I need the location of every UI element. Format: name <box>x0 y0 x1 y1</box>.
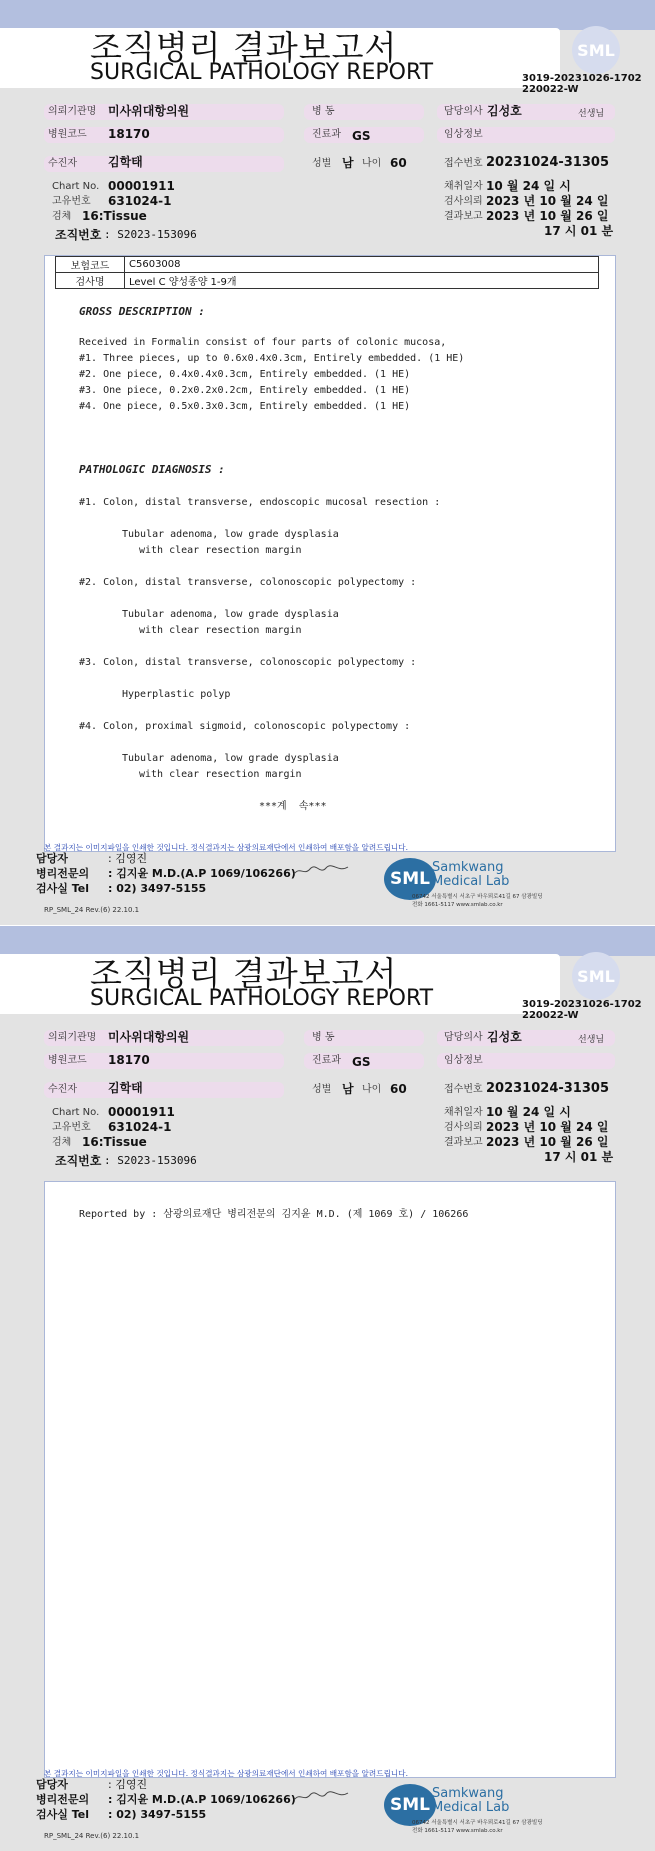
patient-label: 수진자 <box>48 1084 77 1095</box>
insurance-code-value: C5603008 <box>125 257 599 273</box>
age-label: 나이 <box>362 1084 382 1095</box>
chart-no-label: Chart No. <box>52 1107 100 1118</box>
lab-tel-value: : 02) 3497-5155 <box>108 882 207 895</box>
doctor-value: 김성호 <box>487 104 522 118</box>
sml-footer-logo: SML <box>384 1784 436 1826</box>
diagnosis-title: PATHOLOGIC DIAGNOSIS : <box>79 463 225 476</box>
pathologist-label: 병리전문의 <box>36 867 90 880</box>
manager-value: : 김영진 <box>108 852 148 865</box>
diagnosis-2-margin: with clear resection margin <box>139 625 302 636</box>
diagnosis-3: #3. Colon, distal transverse, colonoscopic polypectomy : <box>79 657 417 668</box>
brand-name-1: Samkwang <box>432 1786 504 1801</box>
ward-label: 병 동 <box>312 106 335 117</box>
doc-number-2: 220022-W <box>522 1010 579 1021</box>
collected-label: 채취일자 <box>444 181 483 192</box>
receipt-value: 20231024-31305 <box>486 1081 609 1096</box>
image-copy-note: 본 결과지는 이미지파일을 인쇄한 것입니다. 정식결과지는 삼광의료재단에서 인쇄하여 배포함을 알려드립니다. <box>44 1769 408 1778</box>
collected-value: 10 월 24 일 시 <box>486 1105 571 1119</box>
doctor-suffix: 선생님 <box>578 1035 605 1045</box>
header-band <box>0 926 655 956</box>
brand-name-1: Samkwang <box>432 860 504 875</box>
sex-value: 남 <box>342 1082 354 1096</box>
gross-title: GROSS DESCRIPTION : <box>79 305 205 318</box>
dept-value: GS <box>352 1055 371 1069</box>
lab-tel-label: 검사실 Tel <box>36 882 89 895</box>
doc-number-1: 3019-20231026-1702 <box>522 999 642 1010</box>
sml-logo-text: SML <box>577 967 615 986</box>
ward-label: 병 동 <box>312 1032 335 1043</box>
diagnosis-2-finding: Tubular adenoma, low grade dysplasia <box>122 609 339 620</box>
lab-tel-label: 검사실 Tel <box>36 1808 89 1821</box>
collected-label: 채취일자 <box>444 1107 483 1118</box>
diagnosis-1: #1. Colon, distal transverse, endoscopic mucosal resection : <box>79 497 441 508</box>
hospital-code-value: 18170 <box>108 127 150 141</box>
doctor-value: 김성호 <box>487 1030 522 1044</box>
tissue-no-value: : S2023-153096 <box>104 1154 197 1167</box>
test-name-value: Level C 양성종양 1-9개 <box>125 273 599 289</box>
doc-number-2: 220022-W <box>522 84 579 95</box>
reported-label: 결과보고 <box>444 211 483 222</box>
dept-label: 진료과 <box>312 1055 341 1066</box>
diagnosis-1-margin: with clear resection margin <box>139 545 302 556</box>
sml-logo <box>572 26 620 74</box>
reported-value: 2023 년 10 월 26 일 <box>486 1135 609 1149</box>
sex-label: 성별 <box>312 158 332 169</box>
brand-name-2: Medical Lab <box>432 874 510 889</box>
form-revision: RP_SML_24 Rev.(6) 22.10.1 <box>44 906 140 914</box>
reported-by: Reported by : 삼광의료재단 병리전문의 김지윤 M.D. (제 1069 호) / 106266 <box>79 1209 469 1220</box>
patient-label: 수진자 <box>48 158 77 169</box>
title-english: SURGICAL PATHOLOGY REPORT <box>90 986 434 1011</box>
signature-image <box>292 1790 352 1804</box>
insurance-code-label: 보험코드 <box>56 257 125 273</box>
dept-label: 진료과 <box>312 129 341 140</box>
patient-value: 김학태 <box>108 1081 143 1095</box>
unique-no-label: 고유번호 <box>52 196 91 207</box>
gross-line: #2. One piece, 0.4x0.4x0.3cm, Entirely embedded. (1 HE) <box>79 369 411 380</box>
brand-name-2: Medical Lab <box>432 1800 510 1815</box>
sex-label: 성별 <box>312 1084 332 1095</box>
title-korean: 조직병리 결과보고서 <box>90 28 398 67</box>
patient-bar <box>44 156 284 172</box>
chart-no-value: 00001911 <box>108 179 175 193</box>
chart-no-label: Chart No. <box>52 181 100 192</box>
image-copy-note: 본 결과지는 이미지파일을 인쇄한 것입니다. 정식결과지는 삼광의료재단에서 인쇄하여 배포함을 알려드립니다. <box>44 843 408 852</box>
institution-label: 의뢰기관명 <box>48 1032 97 1043</box>
specimen-value: 16:Tissue <box>82 209 147 223</box>
gross-line: #3. One piece, 0.2x0.2x0.2cm, Entirely embedded. (1 HE) <box>79 385 411 396</box>
continued-marker: ***계 속*** <box>259 801 327 812</box>
specimen-label: 검체 <box>52 1137 72 1148</box>
lab-address: 06742 서울특별시 서초구 바우뫼로41길 67 삼광빌딩 <box>412 894 543 900</box>
institution-value: 미사위대항의원 <box>108 104 190 118</box>
requested-value: 2023 년 10 월 24 일 <box>486 194 609 208</box>
specimen-value: 16:Tissue <box>82 1135 147 1149</box>
signature-image <box>292 864 352 878</box>
pathologist-label: 병리전문의 <box>36 1793 90 1806</box>
reported-label: 결과보고 <box>444 1137 483 1148</box>
institution-value: 미사위대항의원 <box>108 1030 190 1044</box>
patient-bar <box>44 1082 284 1098</box>
lab-address: 06742 서울특별시 서초구 바우뫼로41길 67 삼광빌딩 <box>412 1820 543 1826</box>
sml-logo-text: SML <box>577 41 615 60</box>
specimen-label: 검체 <box>52 211 72 222</box>
title-english: SURGICAL PATHOLOGY REPORT <box>90 60 434 85</box>
diagnosis-3-finding: Hyperplastic polyp <box>122 689 231 700</box>
pathologist-value: : 김지윤 M.D.(A.P 1069/106266) <box>108 1793 296 1806</box>
unique-no-value: 631024-1 <box>108 194 172 208</box>
diagnosis-1-finding: Tubular adenoma, low grade dysplasia <box>122 529 339 540</box>
insurance-table <box>55 256 599 289</box>
doctor-label: 담당의사 <box>444 1032 483 1043</box>
tissue-no-label: 조직번호 <box>55 1154 102 1168</box>
reported-time: 17 시 01 분 <box>544 1150 614 1164</box>
hospital-code-label: 병원코드 <box>48 129 87 140</box>
hospital-code-label: 병원코드 <box>48 1055 87 1066</box>
test-name-label: 검사명 <box>56 273 125 289</box>
collected-value: 10 월 24 일 시 <box>486 179 571 193</box>
requested-value: 2023 년 10 월 24 일 <box>486 1120 609 1134</box>
sml-logo <box>572 952 620 1000</box>
lab-tel-value: : 02) 3497-5155 <box>108 1808 207 1821</box>
lab-phone: 전화 1661-5117 www.smlab.co.kr <box>412 902 503 908</box>
age-label: 나이 <box>362 158 382 169</box>
report-page-2 <box>0 925 655 1851</box>
tissue-no-value: : S2023-153096 <box>104 228 197 241</box>
manager-label: 담당자 <box>36 852 68 865</box>
sml-footer-logo: SML <box>384 858 436 900</box>
receipt-label: 접수번호 <box>444 1084 483 1095</box>
unique-no-value: 631024-1 <box>108 1120 172 1134</box>
report-content <box>44 255 616 852</box>
report-content <box>44 1181 616 1778</box>
receipt-value: 20231024-31305 <box>486 155 609 170</box>
unique-no-label: 고유번호 <box>52 1122 91 1133</box>
gross-line: Received in Formalin consist of four parts of colonic mucosa, <box>79 337 447 348</box>
age-value: 60 <box>390 1082 407 1096</box>
clinical-label: 임상정보 <box>444 129 483 140</box>
gross-line: #4. One piece, 0.5x0.3x0.3cm, Entirely embedded. (1 HE) <box>79 401 411 412</box>
clinical-label: 임상정보 <box>444 1055 483 1066</box>
tissue-no-label: 조직번호 <box>55 228 102 242</box>
sex-value: 남 <box>342 156 354 170</box>
institution-label: 의뢰기관명 <box>48 106 97 117</box>
hospital-code-value: 18170 <box>108 1053 150 1067</box>
requested-label: 검사의뢰 <box>444 196 483 207</box>
header-band <box>0 0 655 30</box>
manager-value: : 김영진 <box>108 1778 148 1791</box>
lab-phone: 전화 1661-5117 www.smlab.co.kr <box>412 1828 503 1834</box>
doctor-suffix: 선생님 <box>578 109 605 119</box>
dept-value: GS <box>352 129 371 143</box>
age-value: 60 <box>390 156 407 170</box>
patient-value: 김학태 <box>108 155 143 169</box>
manager-label: 담당자 <box>36 1778 68 1791</box>
reported-value: 2023 년 10 월 26 일 <box>486 209 609 223</box>
doc-number-1: 3019-20231026-1702 <box>522 73 642 84</box>
diagnosis-4: #4. Colon, proximal sigmoid, colonoscopic polypectomy : <box>79 721 411 732</box>
diagnosis-4-finding: Tubular adenoma, low grade dysplasia <box>122 753 339 764</box>
report-page-1 <box>0 0 655 925</box>
requested-label: 검사의뢰 <box>444 1122 483 1133</box>
doctor-label: 담당의사 <box>444 106 483 117</box>
title-korean: 조직병리 결과보고서 <box>90 954 398 993</box>
chart-no-value: 00001911 <box>108 1105 175 1119</box>
diagnosis-2: #2. Colon, distal transverse, colonoscopic polypectomy : <box>79 577 417 588</box>
diagnosis-4-margin: with clear resection margin <box>139 769 302 780</box>
form-revision: RP_SML_24 Rev.(6) 22.10.1 <box>44 1832 140 1840</box>
gross-line: #1. Three pieces, up to 0.6x0.4x0.3cm, Entirely embedded. (1 HE) <box>79 353 465 364</box>
pathologist-value: : 김지윤 M.D.(A.P 1069/106266) <box>108 867 296 880</box>
receipt-label: 접수번호 <box>444 158 483 169</box>
reported-time: 17 시 01 분 <box>544 224 614 238</box>
